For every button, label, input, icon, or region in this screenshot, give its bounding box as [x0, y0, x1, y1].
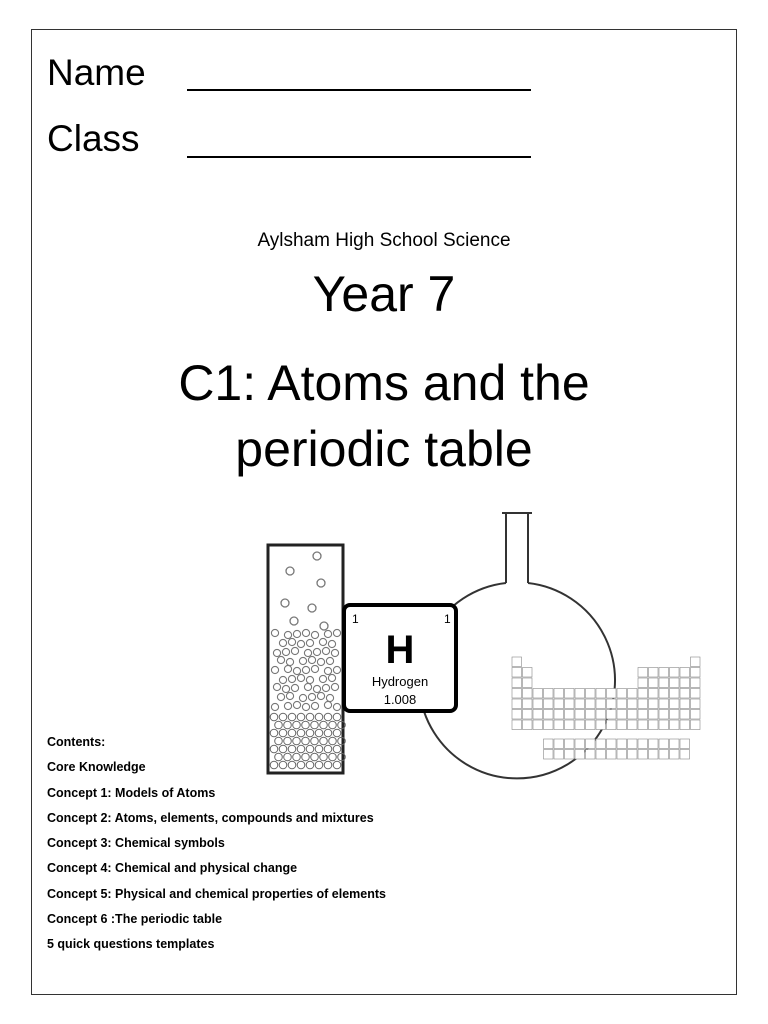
periodic-table-cell	[512, 678, 522, 688]
periodic-table-cell	[670, 710, 680, 720]
periodic-table-cell	[617, 689, 627, 699]
periodic-table-cell	[638, 678, 648, 688]
periodic-table-cell	[586, 699, 596, 709]
periodic-table-cell	[617, 720, 627, 730]
periodic-table-cell	[565, 720, 575, 730]
periodic-table-cell	[649, 699, 659, 709]
periodic-table-cell	[565, 699, 575, 709]
periodic-table-cell	[680, 668, 690, 678]
periodic-table-illustration	[512, 657, 700, 759]
periodic-table-cell	[596, 739, 606, 749]
periodic-table-cell	[680, 689, 690, 699]
periodic-table-cell	[691, 720, 701, 730]
periodic-table-cell	[691, 699, 701, 709]
periodic-table-cell	[638, 699, 648, 709]
periodic-table-cell	[659, 678, 669, 688]
periodic-table-cell	[617, 750, 627, 760]
periodic-table-cell	[649, 720, 659, 730]
periodic-table-cell	[659, 668, 669, 678]
class-blank-line[interactable]	[187, 156, 531, 158]
name-field	[47, 54, 187, 91]
periodic-table-cell	[680, 678, 690, 688]
periodic-table-cell	[649, 678, 659, 688]
periodic-table-cell	[638, 750, 648, 760]
periodic-table-cell	[617, 710, 627, 720]
periodic-table-cell	[607, 720, 617, 730]
periodic-table-cell	[533, 689, 543, 699]
periodic-table-cell	[575, 750, 585, 760]
periodic-table-cell	[649, 668, 659, 678]
periodic-table-cell	[544, 699, 554, 709]
periodic-table-cell	[586, 689, 596, 699]
periodic-table-cell	[628, 689, 638, 699]
unit-title	[0, 350, 768, 482]
periodic-table-cell	[575, 689, 585, 699]
year-heading: Year 7	[312, 266, 456, 322]
periodic-table-cell	[596, 699, 606, 709]
periodic-table-cell	[691, 689, 701, 699]
contents-item: Concept 3: Chemical symbols	[47, 836, 225, 851]
periodic-table-cell	[670, 668, 680, 678]
periodic-table-cell	[670, 689, 680, 699]
periodic-table-cell	[659, 720, 669, 730]
periodic-table-cell	[607, 739, 617, 749]
name-label: Name	[47, 52, 146, 93]
periodic-table-cell	[638, 689, 648, 699]
periodic-table-cell	[512, 668, 522, 678]
periodic-table-cell	[670, 750, 680, 760]
class-label: Class	[47, 118, 140, 159]
periodic-table-cell	[691, 657, 701, 667]
periodic-table-cell	[680, 750, 690, 760]
periodic-table-cell	[596, 710, 606, 720]
periodic-table-cell	[659, 710, 669, 720]
periodic-table-cell	[586, 750, 596, 760]
periodic-table-cell	[575, 739, 585, 749]
contents-item: Core Knowledge	[47, 760, 146, 775]
periodic-table-cell	[659, 739, 669, 749]
periodic-table-cell	[565, 689, 575, 699]
periodic-table-cell	[523, 699, 533, 709]
contents-heading: Contents:	[47, 735, 106, 749]
periodic-table-cell	[617, 739, 627, 749]
periodic-table-cell	[596, 689, 606, 699]
periodic-table-cell	[607, 699, 617, 709]
periodic-table-cell	[691, 710, 701, 720]
periodic-table-cell	[533, 699, 543, 709]
periodic-table-cell	[617, 699, 627, 709]
periodic-table-cell	[649, 689, 659, 699]
element-symbol: H	[385, 628, 415, 672]
periodic-table-cell	[628, 720, 638, 730]
periodic-table-cell	[533, 720, 543, 730]
periodic-table-cell	[512, 720, 522, 730]
periodic-table-cell	[544, 750, 554, 760]
periodic-table-cell	[628, 750, 638, 760]
name-blank-line[interactable]	[187, 89, 531, 91]
periodic-table-cell	[670, 678, 680, 688]
periodic-table-cell	[565, 739, 575, 749]
periodic-table-cell	[649, 710, 659, 720]
periodic-table-cell	[596, 720, 606, 730]
contents-item: Concept 6 :The periodic table	[47, 912, 223, 927]
periodic-table-cell	[638, 668, 648, 678]
periodic-table-cell	[554, 689, 564, 699]
periodic-table-cell	[670, 720, 680, 730]
periodic-table-cell	[575, 710, 585, 720]
periodic-table-cell	[554, 710, 564, 720]
mass-corner: 1	[444, 612, 451, 626]
element-name: Hydrogen	[371, 674, 429, 689]
periodic-table-cell	[586, 710, 596, 720]
periodic-table-cell	[680, 699, 690, 709]
element-mass: 1.008	[383, 692, 417, 707]
school-name: Aylsham High School Science	[257, 230, 511, 251]
periodic-table-cell	[628, 739, 638, 749]
periodic-table-cell	[544, 739, 554, 749]
periodic-table-cell	[659, 699, 669, 709]
periodic-table-cell	[512, 657, 522, 667]
periodic-table-cell	[554, 699, 564, 709]
periodic-table-cell	[523, 710, 533, 720]
contents-item: Concept 4: Chemical and physical change	[47, 861, 298, 876]
periodic-table-cell	[512, 689, 522, 699]
periodic-table-cell	[659, 689, 669, 699]
periodic-table-cell	[638, 720, 648, 730]
unit-title-line-2: periodic table	[235, 421, 533, 477]
periodic-table-cell	[554, 720, 564, 730]
periodic-table-cell	[670, 699, 680, 709]
periodic-table-cell	[638, 739, 648, 749]
periodic-table-cell	[575, 699, 585, 709]
periodic-table-cell	[586, 720, 596, 730]
periodic-table-cell	[680, 720, 690, 730]
periodic-table-cell	[544, 710, 554, 720]
periodic-table-cell	[628, 699, 638, 709]
periodic-table-cell	[680, 710, 690, 720]
periodic-table-cell	[523, 720, 533, 730]
atomic-number: 1	[352, 612, 359, 626]
periodic-table-cell	[596, 750, 606, 760]
unit-title-line-1: C1: Atoms and the	[178, 355, 590, 411]
periodic-table-cell	[691, 668, 701, 678]
periodic-table-cell	[533, 710, 543, 720]
contents-item: Concept 1: Models of Atoms	[47, 785, 216, 800]
hydrogen-element-tile	[344, 605, 456, 711]
periodic-table-cell	[554, 739, 564, 749]
contents-item: 5 quick questions templates	[47, 937, 215, 952]
periodic-table-cell	[691, 678, 701, 688]
periodic-table-cell	[523, 668, 533, 678]
periodic-table-cell	[670, 739, 680, 749]
periodic-table-cell	[607, 710, 617, 720]
periodic-table-cell	[586, 739, 596, 749]
periodic-table-cell	[565, 750, 575, 760]
periodic-table-cell	[512, 710, 522, 720]
periodic-table-cell	[523, 678, 533, 688]
periodic-table-cell	[649, 739, 659, 749]
contents-list	[47, 735, 386, 963]
periodic-table-cell	[607, 689, 617, 699]
periodic-table-cell	[544, 720, 554, 730]
periodic-table-cell	[680, 739, 690, 749]
periodic-table-cell	[649, 750, 659, 760]
periodic-table-cell	[512, 699, 522, 709]
contents-item: Concept 5: Physical and chemical properties of elements	[47, 886, 386, 901]
periodic-table-cell	[638, 710, 648, 720]
periodic-table-cell	[544, 689, 554, 699]
periodic-table-cell	[659, 750, 669, 760]
class-field	[47, 120, 187, 157]
periodic-table-cell	[628, 710, 638, 720]
periodic-table-cell	[565, 710, 575, 720]
periodic-table-cell	[575, 720, 585, 730]
periodic-table-cell	[523, 689, 533, 699]
periodic-table-cell	[554, 750, 564, 760]
contents-item: Concept 2: Atoms, elements, compounds and mixtures	[47, 810, 374, 825]
periodic-table-cell	[607, 750, 617, 760]
